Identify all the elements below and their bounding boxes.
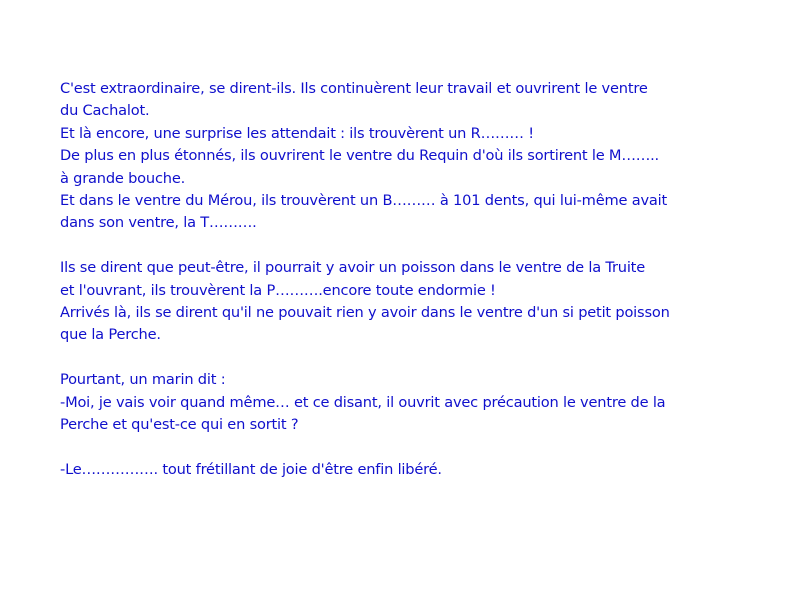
paragraph xyxy=(60,369,750,436)
text-line: -Moi, je vais voir quand même… et ce disant, il ouvrit avec précaution le ventre de la xyxy=(60,393,666,411)
text-line: Arrivés là, ils se dirent qu'il ne pouvait rien y avoir dans le ventre d'un si petit poisson xyxy=(60,304,670,322)
text-line: Et dans le ventre du Mérou, ils trouvèrent un B……… à 101 dents, qui lui-même avait xyxy=(60,192,668,210)
text-line: à grande bouche. xyxy=(60,169,186,187)
paragraph-spacer xyxy=(60,235,750,257)
paragraph-spacer xyxy=(60,347,750,369)
paragraph xyxy=(60,459,750,481)
paragraph-spacer xyxy=(60,436,750,458)
text-line: et l'ouvrant, ils trouvèrent la P……….encore toute endormie ! xyxy=(60,281,496,299)
text-line: -Le……………. tout frétillant de joie d'être enfin libéré. xyxy=(60,460,442,478)
text-line: Ils se dirent que peut-être, il pourrait y avoir un poisson dans le ventre de la Truite xyxy=(60,259,645,277)
story-text xyxy=(60,78,750,481)
paragraph xyxy=(60,78,750,235)
text-line: Perche et qu'est-ce qui en sortit ? xyxy=(60,416,299,434)
text-line: C'est extraordinaire, se dirent-ils. Ils continuèrent leur travail et ouvrirent le ventre xyxy=(60,80,648,97)
paragraph xyxy=(60,257,750,347)
text-line: Pourtant, un marin dit : xyxy=(60,371,226,389)
text-line: Et là encore, une surprise les attendait : ils trouvèrent un R……… ! xyxy=(60,124,534,142)
text-line: De plus en plus étonnés, ils ouvrirent le ventre du Requin d'où ils sortirent le M…….. xyxy=(60,147,659,165)
text-line: dans son ventre, la T………. xyxy=(60,214,257,232)
text-line: du Cachalot. xyxy=(60,102,150,120)
text-line: que la Perche. xyxy=(60,326,161,344)
